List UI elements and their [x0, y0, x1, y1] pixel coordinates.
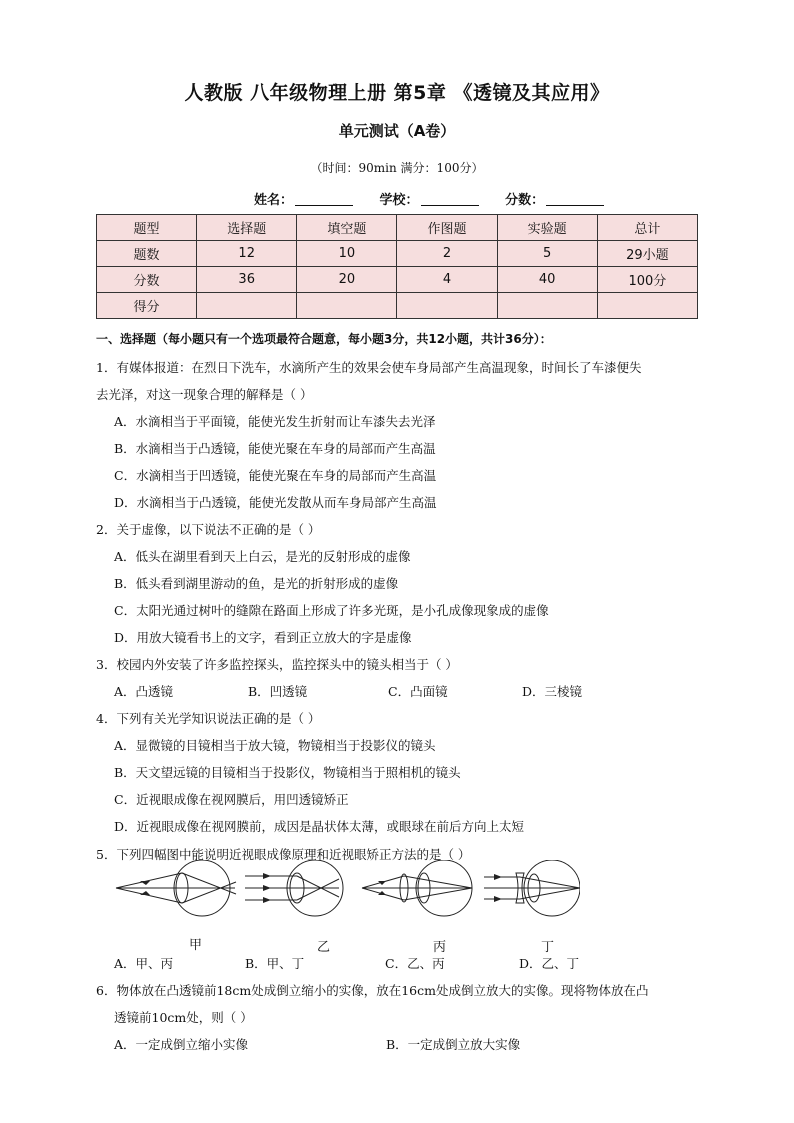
table-cell: 20 [297, 267, 397, 293]
question-2-option-a: A．低头在湖里看到天上白云，是光的反射形成的虚像 [114, 549, 411, 564]
table-row [97, 241, 698, 267]
question-4-option-c: C．近视眼成像在视网膜后，用凹透镜矫正 [114, 792, 349, 807]
table-cell: 2 [397, 241, 497, 267]
eye-diagram-jia [116, 860, 236, 916]
document-subtitle: 单元测试（A卷） [338, 122, 456, 140]
question-5-stem: 5．下列四幅图中能说明近视眼成像原理和近视眼矫正方法的是（ ） [96, 847, 471, 862]
question-2-option-c: C．太阳光通过树叶的缝隙在路面上形成了许多光斑，是小孔成像现象成的虚像 [114, 603, 549, 618]
table-cell: 29小题 [597, 241, 697, 267]
table-cell: 40 [497, 267, 597, 293]
figure-label-bing: 丙 [433, 940, 447, 955]
question-1-stem-line2: 去光泽，对这一现象合理的解释是（ ） [96, 387, 313, 402]
question-2-option-d: D．用放大镜看书上的文字，看到正立放大的字是虚像 [114, 630, 412, 645]
question-3-options [114, 682, 582, 700]
question-6-stem-line1: 6．物体放在凸透镜前18cm处成倒立缩小的实像，放在16cm处成倒立放大的实像。现将物体放在凸 [96, 983, 649, 998]
question-5-option-c: C．乙、丙 [385, 956, 445, 971]
table-cell: 填空题 [297, 215, 397, 241]
name-field[interactable]: 姓名： [254, 189, 353, 208]
table-cell: 实验题 [497, 215, 597, 241]
student-info-fields [254, 189, 626, 208]
table-cell: 100分 [597, 267, 697, 293]
score-entry-cell[interactable] [497, 293, 597, 319]
school-blank[interactable] [421, 193, 479, 206]
eye-diagram-ding [484, 860, 580, 916]
question-3-option-d: D．三棱镜 [522, 684, 583, 699]
school-field[interactable]: 学校： [380, 189, 479, 208]
score-blank[interactable] [546, 193, 604, 206]
table-cell: 10 [297, 241, 397, 267]
question-6-stem-line2: 透镜前10cm处，则（ ） [114, 1010, 253, 1025]
table-row [97, 215, 698, 241]
question-3-stem: 3．校园内外安装了许多监控探头，监控探头中的镜头相当于（ ） [96, 657, 458, 672]
name-blank[interactable] [295, 193, 353, 206]
question-3-option-a: A．凸透镜 [114, 684, 174, 699]
question-3-option-c: C．凸面镜 [388, 684, 448, 699]
document-title: 人教版 八年级物理上册 第5章 《透镜及其应用》 [184, 82, 610, 104]
eye-diagram-bing [362, 860, 472, 916]
question-1-stem-line1: 1．有媒体报道：在烈日下洗车，水滴所产生的效果会使车身局部产生高温现象，时间长了车漆便失 [96, 360, 642, 375]
question-6-options [114, 1035, 520, 1053]
table-cell: 36 [197, 267, 297, 293]
table-cell: 作图题 [397, 215, 497, 241]
question-5-option-d: D．乙、丁 [519, 956, 580, 971]
table-cell: 总计 [597, 215, 697, 241]
question-1-option-b: B．水滴相当于凸透镜，能使光聚在车身的局部而产生高温 [114, 441, 436, 456]
question-1-option-d: D．水滴相当于凸透镜，能使光发散从而车身局部产生高温 [114, 495, 437, 510]
question-5-option-b: B．甲、丁 [245, 956, 305, 971]
table-cell: 题型 [97, 215, 197, 241]
score-entry-cell[interactable] [597, 293, 697, 319]
question-4-option-d: D．近视眼成像在视网膜前，成因是晶状体太薄，或眼球在前后方向上太短 [114, 819, 525, 834]
table-cell: 选择题 [197, 215, 297, 241]
question-5-option-a: A．甲、丙 [114, 956, 174, 971]
score-entry-cell[interactable] [197, 293, 297, 319]
question-2-stem: 2．关于虚像，以下说法不正确的是（ ） [96, 522, 321, 537]
figure-label-yi: 乙 [317, 940, 331, 955]
eye-diagram-yi [245, 860, 343, 916]
question-4-option-a: A．显微镜的目镜相当于放大镜，物镜相当于投影仪的镜头 [114, 738, 436, 753]
table-row [97, 267, 698, 293]
question-4-option-b: B．天文望远镜的目镜相当于投影仪，物镜相当于照相机的镜头 [114, 765, 461, 780]
table-row [97, 293, 698, 319]
figure-label-jia: 甲 [189, 938, 203, 953]
eye-diagrams-figure [110, 860, 580, 922]
figure-label-ding: 丁 [541, 940, 555, 955]
question-6-option-b: B．一定成倒立放大实像 [386, 1037, 521, 1052]
question-2-option-b: B．低头看到湖里游动的鱼，是光的折射形成的虚像 [114, 576, 399, 591]
table-cell: 4 [397, 267, 497, 293]
time-score-info: （时间：90min 满分：100分） [310, 161, 484, 175]
question-5-options [114, 954, 579, 972]
table-cell: 题数 [97, 241, 197, 267]
score-entry-cell[interactable] [297, 293, 397, 319]
score-entry-cell[interactable] [397, 293, 497, 319]
section-heading: 一、选择题（每小题只有一个选项最符合题意，每小题3分，共12小题，共计36分）： [96, 332, 552, 346]
table-cell: 得分 [97, 293, 197, 319]
question-1-option-a: A．水滴相当于平面镜，能使光发生折射而让车漆失去光泽 [114, 414, 436, 429]
score-table [96, 214, 698, 319]
score-field[interactable]: 分数： [505, 189, 604, 208]
question-1-option-c: C．水滴相当于凹透镜，能使光聚在车身的局部而产生高温 [114, 468, 437, 483]
question-4-stem: 4．下列有关光学知识说法正确的是（ ） [96, 711, 321, 726]
table-cell: 5 [497, 241, 597, 267]
question-3-option-b: B．凹透镜 [248, 684, 308, 699]
table-cell: 12 [197, 241, 297, 267]
table-cell: 分数 [97, 267, 197, 293]
question-6-option-a: A．一定成倒立缩小实像 [114, 1037, 249, 1052]
